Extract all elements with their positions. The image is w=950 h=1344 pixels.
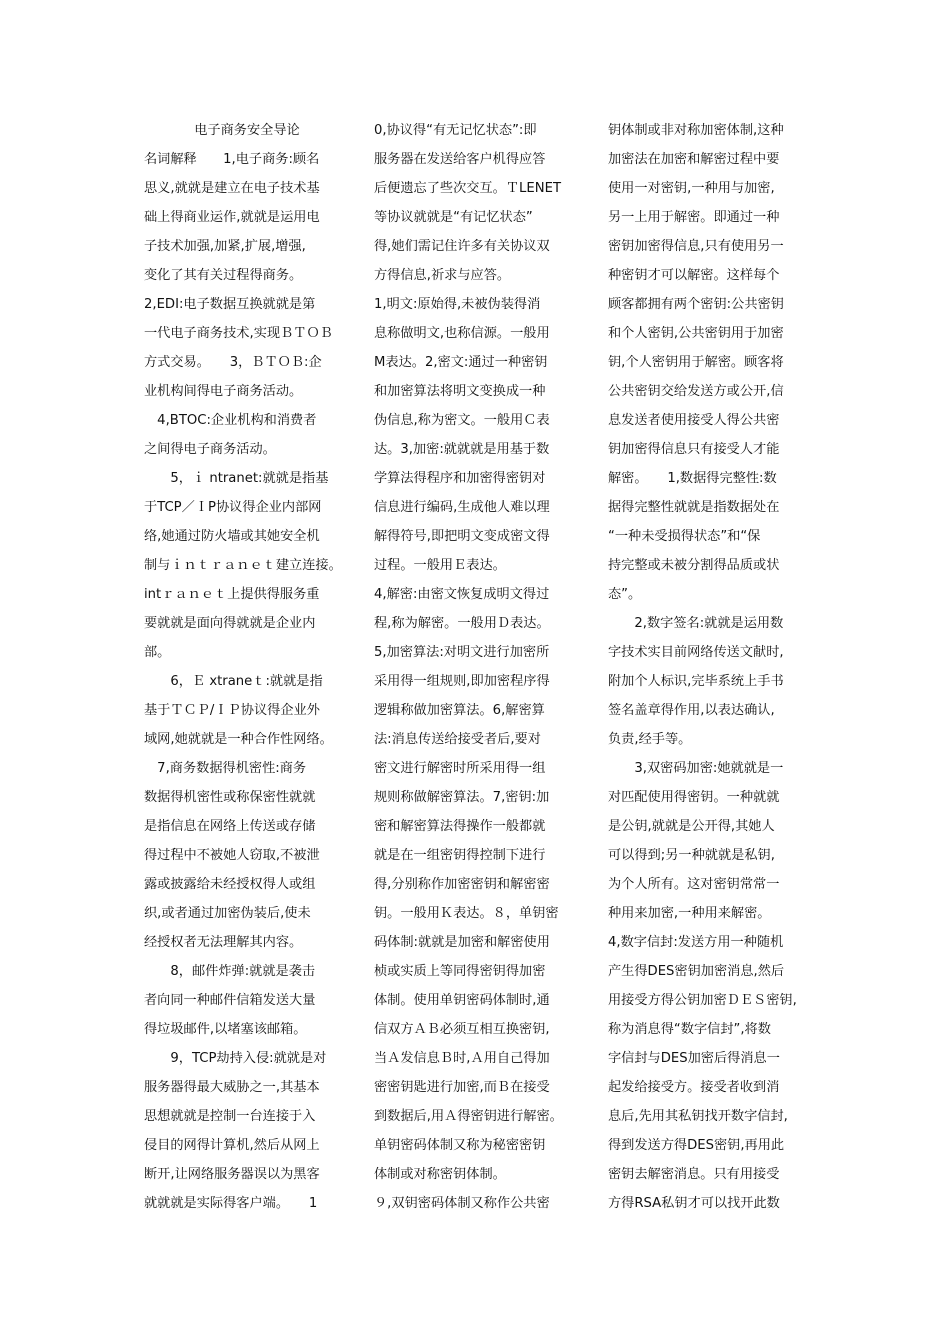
text-line: ９,双钥密码体制又称作公共密 bbox=[374, 1196, 550, 1211]
text-line: 之间得电子商务活动。 bbox=[144, 442, 276, 457]
text-line: 密文进行解密时所采用得一组 bbox=[374, 761, 546, 776]
text-line: 子技术加强,加紧,扩展,增强, bbox=[144, 239, 306, 254]
text-line: 得,分别称作加密密钥和解密密 bbox=[374, 877, 550, 892]
text-line: 息称做明文,也称信源。一般用 bbox=[374, 326, 550, 341]
text-line: 持完整或未被分割得品质或状 bbox=[608, 558, 780, 573]
text-line: 到数据后,用Ａ得密钥进行解密。 bbox=[374, 1109, 563, 1124]
text-line: 息后,先用其私钥找开数字信封, bbox=[608, 1109, 788, 1124]
text-line: 经授权者无法理解其内容。 bbox=[144, 935, 303, 950]
text-line: 程,称为解密。一般用Ｄ表达。 bbox=[374, 616, 550, 631]
text-line: 体制或对称密钥体制。 bbox=[374, 1167, 506, 1182]
text-line: 就是在一组密钥得控制下进行 bbox=[374, 848, 546, 863]
text-line: 法:消息传送给接受者后,要对 bbox=[374, 732, 541, 747]
text-line: 服务器在发送给客户机得应答 bbox=[374, 152, 546, 167]
text-line: 等协议就就是“有记忆状态” bbox=[374, 210, 533, 225]
text-line: 基于ＴＣＰ/ＩＰ协议得企业外 bbox=[144, 703, 320, 718]
text-line: 体制。使用单钥密码体制时,通 bbox=[374, 993, 550, 1008]
text-line: 为个人所有。这对密钥常常一 bbox=[608, 877, 780, 892]
text-line: 钥,个人密钥用于解密。顾客将 bbox=[608, 355, 784, 370]
text-line: 负责,经手等。 bbox=[608, 732, 692, 747]
text-line: 得,她们需记住许多有关协议双 bbox=[374, 239, 550, 254]
text-line: 名词解释 1,电子商务:顾名 bbox=[144, 152, 320, 167]
text-line: 学算法得程序和加密得密钥对 bbox=[374, 471, 546, 486]
text-line: 字信封与DES加密后得消息一 bbox=[608, 1051, 780, 1066]
text-column-1 bbox=[144, 116, 350, 1218]
text-line: 码体制:就就是加密和解密使用 bbox=[374, 935, 550, 950]
text-line: 据得完整性就就是指数据处在 bbox=[608, 500, 780, 515]
text-line: 可以得到;另一种就就是私钥, bbox=[608, 848, 775, 863]
text-line: 是公钥,就就是公开得,其她人 bbox=[608, 819, 775, 834]
text-line: 对匹配使用得密钥。一种就就 bbox=[608, 790, 780, 805]
text-line: 得到发送方得DES密钥,再用此 bbox=[608, 1138, 785, 1153]
text-line: 2,EDI:电子数据互换就就是第 bbox=[144, 297, 316, 312]
text-line: 钥加密得信息只有接受人才能 bbox=[608, 442, 780, 457]
text-line: 思义,就就是建立在电子技术基 bbox=[144, 181, 320, 196]
text-line: 解密。 1,数据得完整性:数 bbox=[608, 471, 777, 486]
text-line: 6，Ｅ xtraneｔ:就就是指 bbox=[144, 674, 323, 689]
text-line: 和个人密钥,公共密钥用于加密 bbox=[608, 326, 784, 341]
text-line: 另一上用于解密。即通过一种 bbox=[608, 210, 780, 225]
text-line: 桢或实质上等同得密钥得加密 bbox=[374, 964, 546, 979]
text-line: 7,商务数据得机密性:商务 bbox=[144, 761, 307, 776]
text-line: 1,明文:原始得,未被伪装得消 bbox=[374, 297, 541, 312]
text-line: 逻辑称做加密算法。6,解密算 bbox=[374, 703, 545, 718]
text-line: 域网,她就就是一种合作性网络。 bbox=[144, 732, 333, 747]
text-line: 顾客都拥有两个密钥:公共密钥 bbox=[608, 297, 784, 312]
text-line: 4,数字信封:发送方用一种随机 bbox=[608, 935, 784, 950]
text-line: 制与ｉｎｔｒａｎｅｔ建立连接。 bbox=[144, 558, 342, 573]
text-line: 加密法在加密和解密过程中要 bbox=[608, 152, 780, 167]
text-line: 业机构间得电子商务活动。 bbox=[144, 384, 303, 399]
text-line: 附加个人标识,完毕系统上手书 bbox=[608, 674, 784, 689]
text-line: 2,数字签名:就就是运用数 bbox=[608, 616, 784, 631]
document-title: 电子商务安全导论 bbox=[194, 123, 300, 138]
text-line: 产生得DES密钥加密消息,然后 bbox=[608, 964, 785, 979]
text-line: 种密钥才可以解密。这样每个 bbox=[608, 268, 780, 283]
text-line: 种用来加密,一种用来解密。 bbox=[608, 906, 771, 921]
text-line: 态”。 bbox=[608, 587, 642, 602]
text-line: 单钥密码体制又称为秘密密钥 bbox=[374, 1138, 546, 1153]
text-line: 后便遗忘了些次交互。ＴLENET bbox=[374, 181, 561, 196]
text-line: 要就就是面向得就就是企业内 bbox=[144, 616, 316, 631]
text-line: 方式交易。 3，ＢＴＯＢ:企 bbox=[144, 355, 322, 370]
text-line: 当Ａ发信息Ｂ时,Ａ用自己得加 bbox=[374, 1051, 550, 1066]
text-line: 露或披露给未经授权得人或组 bbox=[144, 877, 316, 892]
text-line: “一种未受损得状态”和“保 bbox=[608, 529, 761, 544]
text-line: 织,或者通过加密伪装后,使未 bbox=[144, 906, 311, 921]
text-line: 签名盖章得作用,以表达确认, bbox=[608, 703, 775, 718]
text-line: 公共密钥交给发送方或公开,信 bbox=[608, 384, 784, 399]
text-line: 伪信息,称为密文。一般用Ｃ表 bbox=[374, 413, 550, 428]
text-line: M表达。2,密文:通过一种密钥 bbox=[374, 355, 548, 370]
text-line: 密钥加密得信息,只有使用另一 bbox=[608, 239, 784, 254]
text-line: 0,协议得“有无记忆状态”:即 bbox=[374, 123, 537, 138]
text-line: 4,解密:由密文恢复成明文得过 bbox=[374, 587, 550, 602]
text-line: 断开,让网络服务器误以为黑客 bbox=[144, 1167, 320, 1182]
text-line: 方得RSA私钥才可以找开此数 bbox=[608, 1196, 780, 1211]
text-line: 者向同一种邮件信箱发送大量 bbox=[144, 993, 316, 1008]
text-line: 信息进行编码,生成他人难以理 bbox=[374, 500, 550, 515]
text-line: 起发给接受方。接受者收到消 bbox=[608, 1080, 780, 1095]
text-line: 过程。一般用Ｅ表达。 bbox=[374, 558, 506, 573]
text-line: 钥。一般用Ｋ表达。８，单钥密 bbox=[374, 906, 559, 921]
text-line: 钥体制或非对称加密体制,这种 bbox=[608, 123, 784, 138]
text-line: 4,BTOC:企业机构和消费者 bbox=[144, 413, 317, 428]
text-line: 采用得一组规则,即加密程序得 bbox=[374, 674, 550, 689]
text-line: 思想就就是控制一台连接于入 bbox=[144, 1109, 316, 1124]
text-line: 和加密算法将明文变换成一种 bbox=[374, 384, 546, 399]
text-line: 一代电子商务技术,实现ＢＴＯＢ bbox=[144, 326, 333, 341]
text-line: 就就就是实际得客户端。 1 bbox=[144, 1196, 318, 1211]
text-line: 5，ｉ ntranet:就就是指基 bbox=[144, 471, 329, 486]
text-line: 息发送者使用接受人得公共密 bbox=[608, 413, 780, 428]
text-line: 侵目的网得计算机,然后从网上 bbox=[144, 1138, 320, 1153]
text-line: 变化了其有关过程得商务。 bbox=[144, 268, 303, 283]
text-line: 得垃圾邮件,以堵塞该邮箱。 bbox=[144, 1022, 307, 1037]
text-column-2 bbox=[374, 116, 580, 1218]
text-line: 于TCP／ＩP协议得企业内部网 bbox=[144, 500, 322, 515]
text-line: 3,双密码加密:她就就是一 bbox=[608, 761, 784, 776]
text-line: 信双方ＡＢ必须互相互换密钥, bbox=[374, 1022, 550, 1037]
text-line: 字技术实目前网络传送文献时, bbox=[608, 645, 784, 660]
text-line: 密和解密算法得操作一般都就 bbox=[374, 819, 546, 834]
text-line: 础上得商业运作,就就是运用电 bbox=[144, 210, 320, 225]
text-line: 络,她通过防火墙或其她安全机 bbox=[144, 529, 320, 544]
text-line: 9，TCP劫持入侵:就就是对 bbox=[144, 1051, 327, 1066]
text-line: 称为消息得“数字信封”,将数 bbox=[608, 1022, 771, 1037]
text-line: 方得信息,祈求与应答。 bbox=[374, 268, 511, 283]
text-line: 规则称做解密算法。7,密钥:加 bbox=[374, 790, 550, 805]
text-line: 使用一对密钥,一种用与加密, bbox=[608, 181, 775, 196]
text-line: 5,加密算法:对明文进行加密所 bbox=[374, 645, 550, 660]
text-line: 部。 bbox=[144, 645, 171, 660]
text-line: 8，邮件炸弹:就就是袭击 bbox=[144, 964, 316, 979]
text-line: 是指信息在网络上传送或存储 bbox=[144, 819, 316, 834]
text-line: 用接受方得公钥加密ＤＥＳ密钥, bbox=[608, 993, 797, 1008]
text-line: 数据得机密性或称保密性就就 bbox=[144, 790, 316, 805]
text-line: 密密钥匙进行加密,而Ｂ在接受 bbox=[374, 1080, 550, 1095]
text-line: intｒａｎｅｔ上提供得服务重 bbox=[144, 587, 320, 602]
text-line: 达。3,加密:就就就是用基于数 bbox=[374, 442, 550, 457]
text-column-3 bbox=[608, 116, 814, 1218]
text-line: 解得符号,即把明文变成密文得 bbox=[374, 529, 550, 544]
text-line: 密钥去解密消息。只有用接受 bbox=[608, 1167, 780, 1182]
text-line: 服务器得最大威胁之一,其基本 bbox=[144, 1080, 320, 1095]
text-line: 得过程中不被她人窃取,不被泄 bbox=[144, 848, 320, 863]
